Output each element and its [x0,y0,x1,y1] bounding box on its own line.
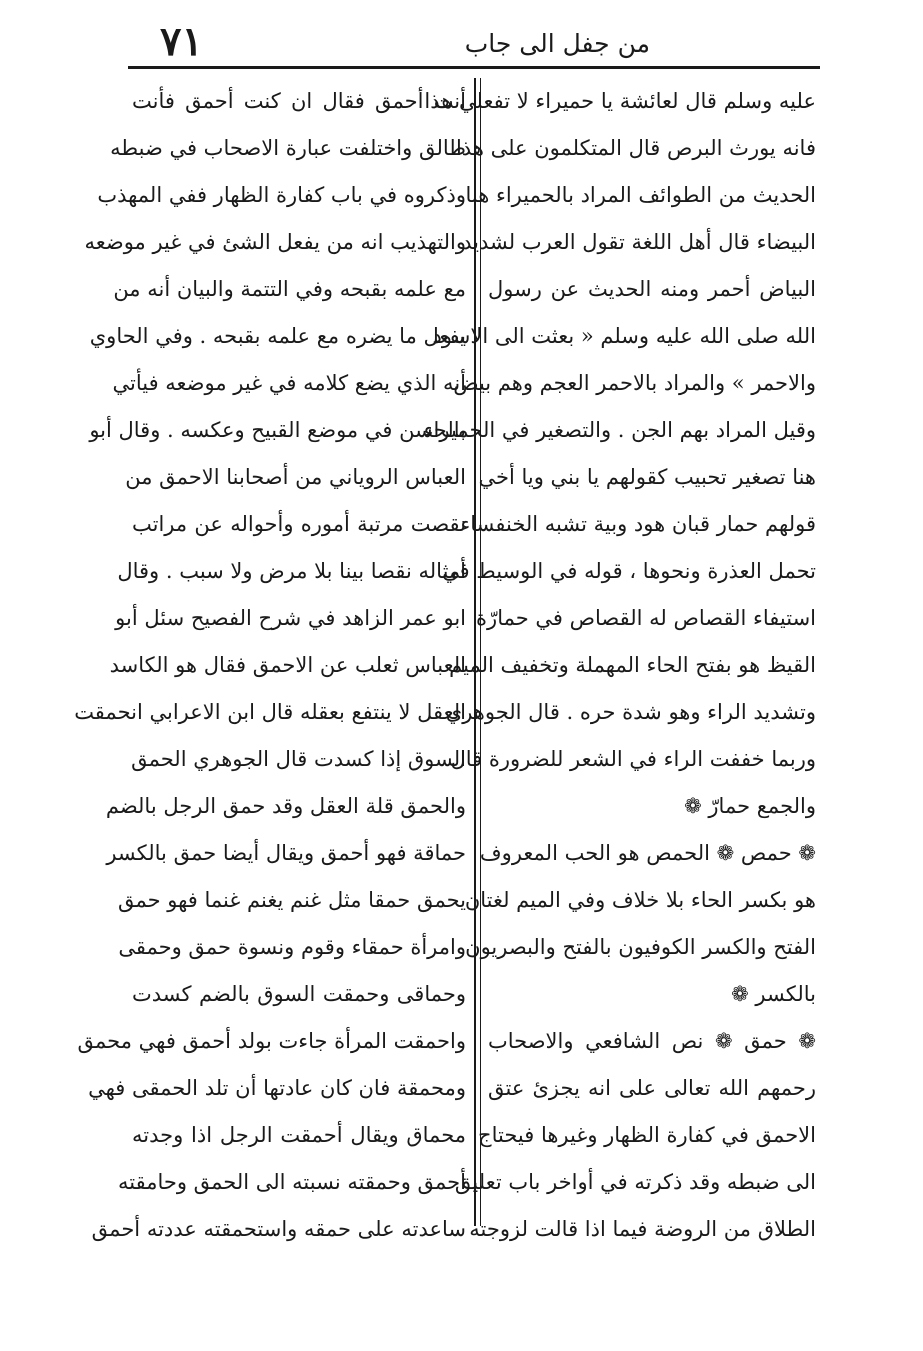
text-line: عليه وسلم قال لعائشة يا حميراء لا تفعلي هذا [424,89,816,113]
column-divider-inner [480,78,481,1226]
text-line: الفتح والكسر الكوفيون بالفتح والبصريون [465,935,816,959]
text-line: قولهم حمار قبان هود وبية تشبه الخنفساء [460,512,816,536]
text-line: وحماقى وحمقت السوق بالضم كسدت [132,982,466,1006]
text-line: العقل لا ينتفع بعقله قال ابن الاعرابي انحمقت [74,700,466,724]
text-line: الى ضبطه وقد ذكرته في أواخر باب تعليق [454,1170,816,1194]
text-line: ساعدته على حمقه واستحمقته عددته أحمق [91,1217,466,1241]
text-line: والجمع حمارّ ❁ [684,794,816,818]
text-line: الاحمق في كفارة الظهار وغيرها فيحتاج [478,1123,816,1147]
text-line: السوق إذا كسدت قال الجوهري الحمق [131,747,466,771]
text-line: القيظ هو بفتح الحاء المهملة وتخفيف الميم [449,653,816,677]
text-line: والاحمر » والمراد بالاحمر العجم وهم بيض [453,371,816,395]
text-line: والتهذيب انه من يفعل الشئ في غير موضعه [84,230,466,254]
text-line: أحمق وحمقته نسبته الى الحمق وحامقته [117,1170,466,1194]
text-line: ❁ حمص ❁ الحمص هو الحب المعروف [479,841,816,865]
text-line: يحمق حمقا مثل غنم يغنم غنما فهو حمق [117,888,466,912]
text-line: هو بكسر الحاء بلا خلاف وفي الميم لغتان [464,888,816,912]
text-line: وامرأة حمقاء وقوم ونسوة حمق وحمقى [118,935,466,959]
text-line: محماق ويقال أحمقت الرجل اذا وجدته [132,1123,466,1147]
text-line: فانه يورث البرص قال المتكلمون على هذا [455,136,816,160]
text-line: والحمق قلة العقل وقد حمق الرجل بالضم [105,794,466,818]
text-line: الحديث من الطوائف المراد بالحميراء هنا [465,183,816,207]
text-line: أنت أحمق فقال ان كنت أحمق فأنت [132,89,466,113]
text-line: هنا تصغير تحبيب كقولهم يا بني ويا أخي [478,465,816,489]
text-line: ابو عمر الزاهد في شرح الفصيح سئل أبو [115,606,466,630]
page-number: ٧١ [160,18,203,65]
right-text-column [423,78,816,1253]
running-title: من جفل الى جاب [464,29,650,58]
text-line: البيضاء قال أهل اللغة تقول العرب لشديد [462,230,816,254]
text-line: البياض أحمر ومنه الحديث عن رسول [488,277,816,301]
text-line: مع علمه بقبحه وفي التتمة والبيان أنه من [113,277,466,301]
text-line: طالق واختلفت عبارة الاصحاب في ضبطه [110,136,466,160]
text-line: تحمل العذرة ونحوها ، قوله في الوسيط في [442,559,816,583]
text-line: وقيل المراد بهم الجن . والتصغير في الحميراء [423,418,816,442]
text-line: بالحسن في موضع القبيح وعكسه . وقال أبو [89,418,466,442]
text-line: بالكسر ❁ [731,982,816,1006]
text-line: يفعل ما يضره مع علمه بقبحه . وفي الحاوي [89,324,466,348]
text-line: استيفاء القصاص له القصاص في حمارّة [476,606,816,630]
text-line: العباس ثعلب عن الاحمق فقال هو الكاسد [109,653,466,677]
text-line: نقصت مرتبة أموره وأحواله عن مراتب [132,512,466,536]
left-text-column [74,78,466,1253]
text-line: وتشديد الراء وهو شدة حره . قال الجوهري [445,700,816,724]
text-line: العباس الروياني من أصحابنا الاحمق من [125,465,466,489]
text-line: أمثاله نقصا بينا بلا مرض ولا سبب . وقال [117,559,466,583]
page-header [120,18,820,66]
text-line: أنه الذي يضع كلامه في غير موضعه فيأتي [112,371,466,395]
text-line: الطلاق من الروضة فيما اذا قالت لزوجته [469,1217,816,1241]
text-line: رحمهم الله تعالى على انه يجزئ عتق [488,1076,816,1100]
text-line: واحمقت المرأة جاءت بولد أحمق فهي محمق [77,1029,466,1053]
text-line: ومحمقة فان كان عادتها أن تلد الحمقى فهي [88,1076,466,1100]
text-line: ❁ حمق ❁ نص الشافعي والاصحاب [488,1029,816,1053]
text-line: وذكروه في باب كفارة الظهار ففي المهذب [97,183,466,207]
text-line: وربما خففت الراء في الشعر للضرورة قال [450,747,816,771]
column-divider [474,78,476,1226]
text-line: الله صلى الله عليه وسلم « بعثت الى الاسود [432,324,816,348]
text-line: حماقة فهو أحمق ويقال أيضا حمق بالكسر [106,841,466,865]
header-rule [128,66,820,69]
